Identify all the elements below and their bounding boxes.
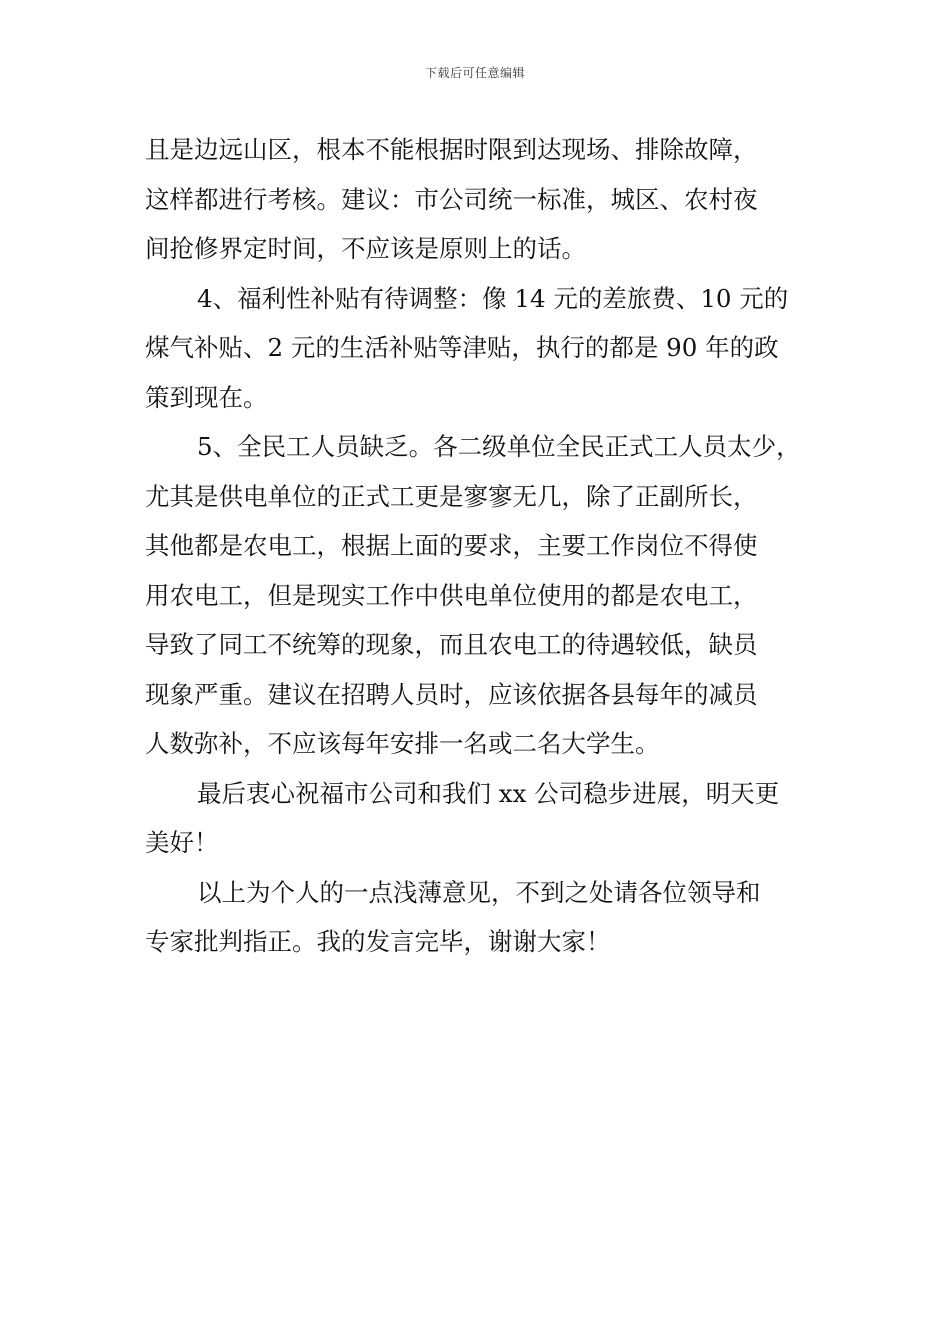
document-body bbox=[145, 125, 825, 967]
text-line: 导致了同工不统筹的现象，而且农电工的待遇较低，缺员 bbox=[145, 630, 758, 659]
text-line: 其他都是农电工，根据上面的要求，主要工作岗位不得使 bbox=[145, 531, 758, 560]
text-line: 专家批判指正。我的发言完毕，谢谢大家！ bbox=[145, 927, 611, 956]
page-header-note: 下载后可任意编辑 bbox=[424, 66, 525, 80]
text-line: 人数弥补，不应该每年安排一名或二名大学生。 bbox=[145, 729, 660, 758]
text-line: 间抢修界定时间，不应该是原则上的话。 bbox=[145, 234, 586, 263]
text-line: 煤气补贴、2 元的生活补贴等津贴，执行的都是 90 年的政 bbox=[145, 333, 779, 362]
text-line: 策到现在。 bbox=[145, 382, 268, 412]
text-line: 用农电工，但是现实工作中供电单位使用的都是农电工， bbox=[145, 580, 758, 610]
text-line: 且是边远山区，根本不能根据时限到达现场、排除故障， bbox=[145, 135, 758, 164]
text-line: 最后衷心祝福市公司和我们 xx 公司稳步进展，明天更 bbox=[197, 778, 780, 808]
text-line: 尤其是供电单位的正式工更是寥寥无几，除了正副所长， bbox=[145, 481, 758, 511]
text-line: 5、全民工人员缺乏。各二级单位全民正式工人员太少， bbox=[197, 432, 801, 461]
text-line: 以上为个人的一点浅薄意见，不到之处请各位领导和 bbox=[197, 877, 761, 907]
text-line: 这样都进行考核。建议：市公司统一标准，城区、农村夜 bbox=[145, 184, 758, 214]
text-line: 美好！ bbox=[145, 828, 219, 857]
text-line: 现象严重。建议在招聘人员时，应该依据各县每年的减员 bbox=[145, 679, 758, 709]
text-line: 4、福利性补贴有待调整：像 14 元的差旅费、10 元的 bbox=[197, 283, 789, 313]
